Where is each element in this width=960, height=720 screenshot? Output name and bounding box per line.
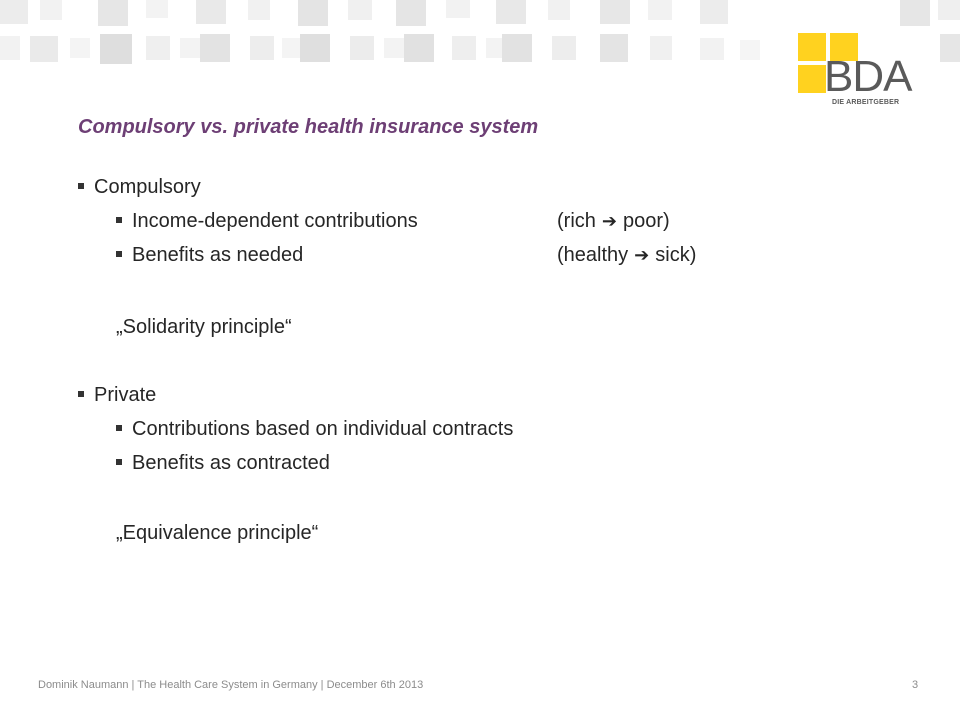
section-heading: Compulsory: [94, 176, 201, 198]
bullet-square-icon: [78, 391, 84, 397]
item-label: Income-dependent contributions: [132, 210, 418, 232]
footer-text: Dominik Naumann | The Health Care System in Germany | December 6th 2013: [38, 679, 424, 691]
list-item: [116, 417, 513, 441]
logo-text: BDA: [824, 52, 912, 101]
item-label: Benefits as contracted: [132, 452, 330, 474]
slide-title: Compulsory vs. private health insurance system: [78, 116, 539, 138]
list-item: [116, 209, 418, 233]
bullet-square-icon: [116, 425, 122, 431]
section-compulsory: [78, 175, 201, 199]
logo-square-1: [798, 33, 826, 61]
logo-square-3: [798, 65, 826, 93]
bullet-square-icon: [116, 251, 122, 257]
item-comparison: (rich ➔ poor): [557, 210, 670, 232]
item-label: Contributions based on individual contracts: [132, 418, 514, 440]
solidarity-principle: „Solidarity principle“: [116, 316, 292, 338]
bullet-square-icon: [116, 459, 122, 465]
item-label: Benefits as needed: [132, 244, 304, 266]
list-item: [116, 451, 330, 475]
logo-tagline: DIE ARBEITGEBER: [832, 99, 900, 106]
page-number: 3: [912, 679, 919, 691]
item-comparison: (healthy ➔ sick): [557, 244, 697, 266]
arrow-right-icon: ➔: [634, 245, 650, 265]
section-private: [78, 383, 156, 407]
list-item: [116, 243, 303, 267]
bullet-square-icon: [116, 217, 122, 223]
arrow-right-icon: ➔: [601, 211, 617, 231]
section-heading: Private: [94, 384, 157, 406]
bda-logo: [798, 33, 910, 113]
equivalence-principle: „Equivalence principle“: [116, 522, 319, 544]
bullet-square-icon: [78, 183, 84, 189]
